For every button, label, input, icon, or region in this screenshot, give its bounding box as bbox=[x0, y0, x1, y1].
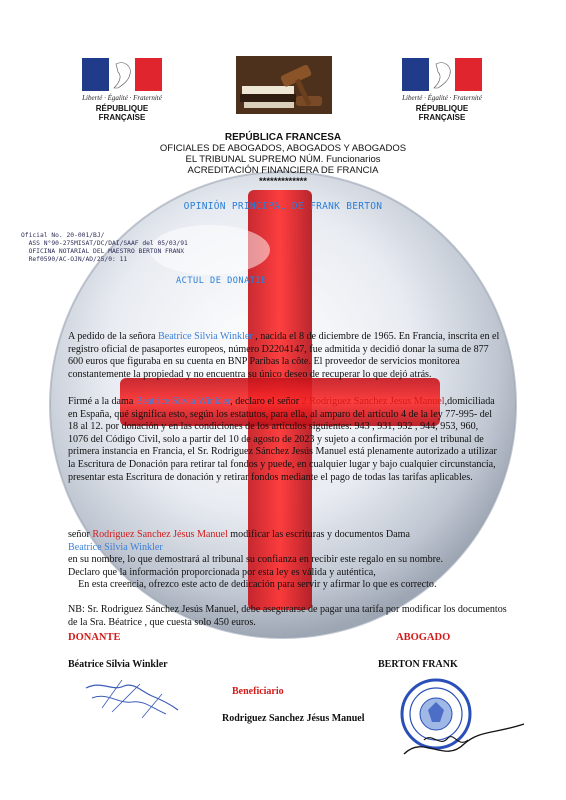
document-heading bbox=[0, 132, 566, 187]
beneficiary-name-signature: Rodriguez Sanchez Jésus Manuel bbox=[222, 713, 365, 724]
lawyer-name: BERTON FRANK bbox=[378, 659, 458, 670]
reference-line-4: Ref0590/AC-OJN/AD/25/0: 11 bbox=[21, 256, 128, 263]
paragraph-request: A pedido de la señora Beatrice Silvia Winkler , nacida el 8 de diciembre de 1965. En Francia, inscrita en el registro oficial de pasaportes europeos, número D2204147, fue admitida y decidió donar la suma de 877 600 euros que figuraba en su cuenta en BNP Paribas la côte. El proveedor de servicios monitorea constantemente la propiedad y no encuentra su único deseo de recuperar lo que dejó atrás. bbox=[68, 331, 500, 380]
beneficiary-name: Rodriguez Sanchez Jésus Manuel bbox=[92, 529, 228, 540]
marianne-icon bbox=[110, 60, 136, 90]
marianne-icon bbox=[430, 60, 456, 90]
gavel-books-image bbox=[236, 56, 332, 114]
donor-name-link: Beatrice Silvia Winkler bbox=[157, 331, 253, 342]
lawyer-label: ABOGADO bbox=[396, 632, 451, 643]
document-title: OPINIÓN PRINCIPAL DE FRANK BERTON bbox=[183, 201, 383, 212]
reference-block bbox=[21, 232, 188, 264]
notary-stamp bbox=[384, 674, 534, 774]
donor-signature bbox=[82, 674, 182, 724]
act-title: ACTUL DE DONATIE bbox=[176, 276, 267, 286]
reference-line-1: Oficial No. 20-001/BJ/ bbox=[21, 232, 105, 239]
paragraph-signature: Firmé a la dama Beatrice Silvia Winkler, declaro el señor 2 Rodriguez Sanchez Jesus Manuel,domiciliada en España, qué significa esto, según los estatutos, para ella, al amparo del artículo 4 de la ley 77-995- del 18 al 12. por donación y en las condiciones de los artículos siguientes: 943 , 931, 932 , 944, 953, 960, 1076 del Código Civil, solo a partir del 10 de agosto de 2023 y sujeto a confirmación por el tribunal de primera instancia en Francia, el Sr. Rodriguez Sánchez Jesús Manuel está plenamente autorizado a utilizar la Escritura de Donación para retirar tal fondos y puede, en cualquier lugar y bajo cualquier circunstancia, presentar esta Escritura de donación y retirar fondos mediante el pago de todas las tarifas aplicables. bbox=[68, 396, 497, 483]
heading-line-2: OFICIALES DE ABOGADOS, ABOGADOS Y ABOGADOS bbox=[159, 143, 407, 154]
heading-line-5: ************* bbox=[258, 176, 308, 187]
paragraph-modification: señor Rodriguez Sanchez Jésus Manuel modificar las escrituras y documentos Dama Beatrice Silvia Winkler en su nombre, lo que demostrará al tribunal su confianza en recibir este regalo en su nombre. Declaro que la información proporcionada por esta ley es válida y auténtica, En esta creencia, ofrezco este acto de dedicación para servir y afirmar lo que es correcto. bbox=[68, 529, 508, 592]
republique-francaise-logo-right: Liberté · Égalité · Fraternité RÉPUBLIQUE FRANÇAISE bbox=[394, 58, 490, 120]
heading-line-3: EL TRIBUNAL SUPREMO NÚM. Funcionarios bbox=[185, 154, 381, 165]
donor-name-link: Beatrice Silvia Winkler bbox=[135, 396, 231, 407]
donor-name: Béatrice Silvia Winkler bbox=[68, 659, 168, 670]
note-paragraph: NB: Sr. Rodriguez Sánchez Jesús Manuel, debe asegurarse de pagar una tarifa por modificar los documentos de la Sra. Béatrice , que cuesta solo 450 euros. bbox=[68, 604, 507, 628]
beneficiary-label: Beneficiario bbox=[232, 686, 284, 697]
heading-line-4: ACREDITACIÓN FINANCIERA DE FRANCIA bbox=[187, 165, 379, 176]
reference-line-3: OFICINA NOTARIAL DEL MAESTRO BERTON FRANX bbox=[21, 248, 185, 255]
beneficiary-name: 2 Rodriguez Sanchez Jesus Manuel bbox=[301, 396, 445, 407]
donor-name-link: Beatrice Silvia Winkler bbox=[68, 541, 163, 553]
reference-line-2: ASS N°90-275MISAT/DC/DAI/SAAF del 05/03/91 bbox=[21, 240, 188, 247]
donor-label: DONANTE bbox=[68, 632, 121, 643]
republique-francaise-logo-left: Liberté · Égalité · Fraternité RÉPUBLIQUE FRANÇAISE bbox=[74, 58, 170, 120]
heading-line-1: REPÚBLICA FRANCESA bbox=[224, 132, 342, 143]
